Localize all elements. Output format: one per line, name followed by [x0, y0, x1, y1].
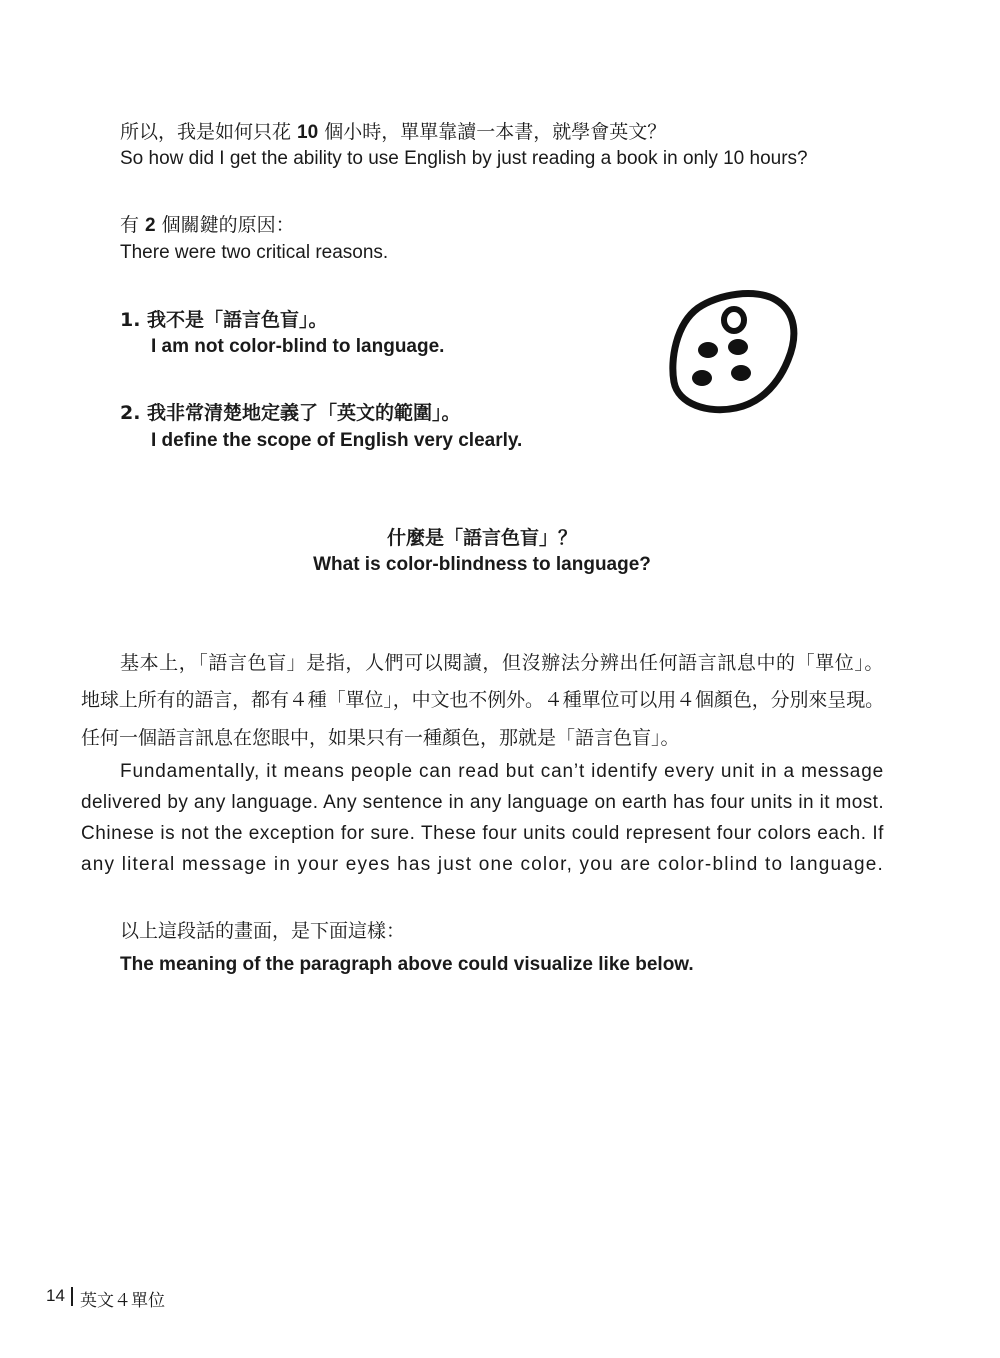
- palette-icon: [668, 290, 798, 415]
- footer-section-title: 英文４單位: [80, 1291, 165, 1311]
- intro-question-en: So how did I get the ability to use English by just reading a book in only 10 hours?: [120, 148, 808, 169]
- reasons-intro-zh: [120, 210, 295, 237]
- reason-1-zh: 1. 我不是「語言色盲」。: [120, 309, 328, 331]
- reason-1-en: I am not color-blind to language.: [151, 336, 445, 357]
- visual-intro-zh: 以上這段話的畫面，是下面這樣：: [120, 920, 406, 942]
- footer-divider: [71, 1287, 73, 1306]
- page-number: 14: [46, 1286, 65, 1305]
- reasons-intro-zh-after: 個關鍵的原因：: [155, 214, 295, 236]
- paragraph-zh-line-3: 任何一個語言訊息在您眼中，如果只有一種顏色，那就是「語言色盲」。: [81, 727, 680, 749]
- intro-zh-before: 所以，我是如何只花: [120, 121, 298, 143]
- reasons-intro-en: There were two critical reasons.: [120, 242, 389, 263]
- paragraph-en-line-3: Chinese is not the exception for sure. These four units could represent four colors each. If: [81, 823, 884, 844]
- reason-2-en: I define the scope of English very clearly.: [151, 430, 523, 451]
- paragraph-en-line-2: delivered by any language. Any sentence in any language on earth has four units in it most.: [81, 792, 884, 813]
- paragraph-en-line-4: any literal message in your eyes has just one color, you are color-blind to language.: [81, 854, 884, 875]
- reasons-intro-number: 2: [145, 215, 156, 236]
- paragraph-zh-line-2: 地球上所有的語言，都有４種「單位」，中文也不例外。４種單位可以用４個顏色，分別來呈現。: [81, 689, 884, 711]
- reason-2-zh: 2. 我非常清楚地定義了「英文的範圍」。: [120, 402, 461, 424]
- reasons-intro-zh-before: 有: [120, 214, 146, 236]
- intro-zh-after: 個小時，單單靠讀一本書，就學會英文？: [318, 121, 667, 143]
- intro-question-zh: [120, 117, 666, 144]
- paragraph-en-line-1: Fundamentally, it means people can read but can’t identify every unit in a message: [120, 761, 884, 782]
- visual-intro-en: The meaning of the paragraph above could visualize like below.: [120, 954, 694, 975]
- paragraph-zh-line-1: 基本上，「語言色盲」是指，人們可以閱讀，但沒辦法分辨出任何語言訊息中的「單位」。: [120, 652, 884, 674]
- intro-zh-number: 10: [297, 122, 319, 143]
- section-heading-zh: 什麼是「語言色盲」？: [386, 527, 577, 549]
- section-heading-en: What is color-blindness to language?: [313, 554, 651, 575]
